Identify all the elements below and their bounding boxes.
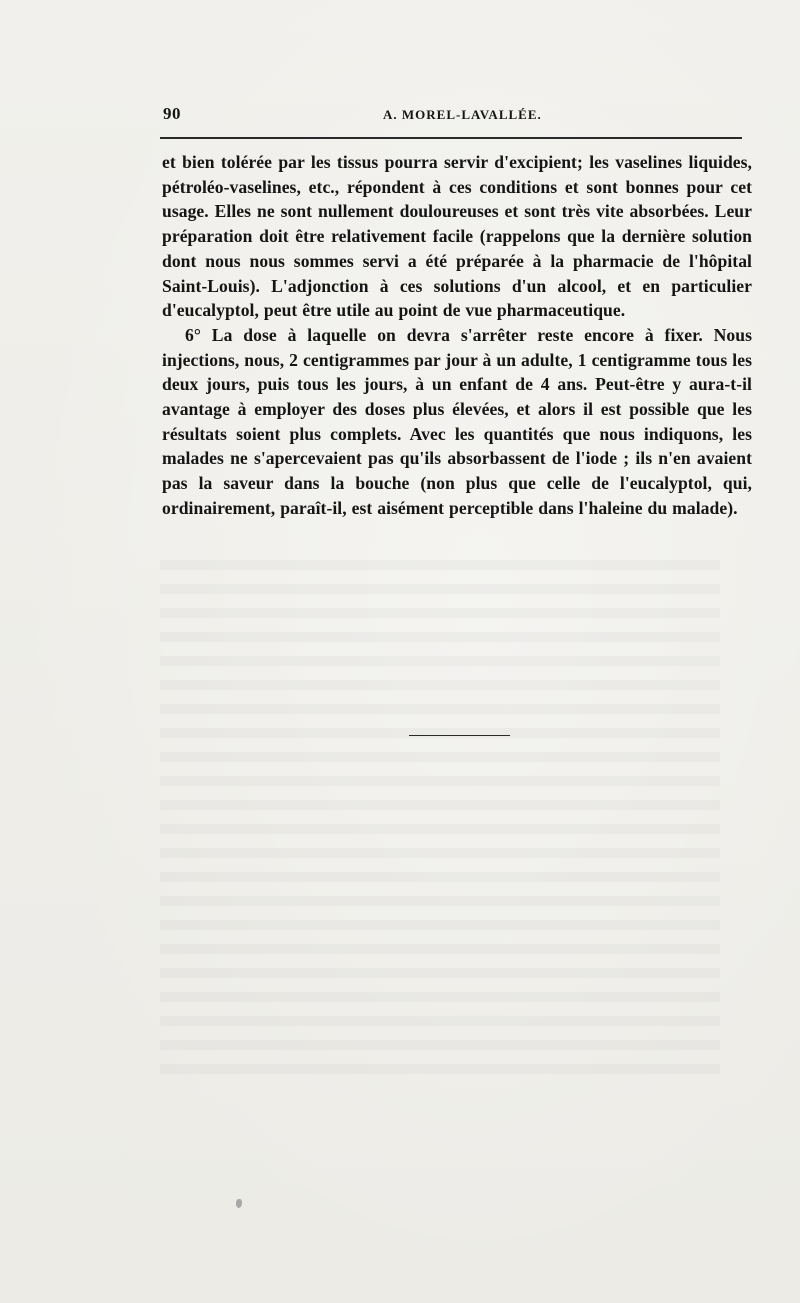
page-number: 90 [163, 104, 181, 123]
paragraph-dose: 6° La dose à laquelle on devra s'arrêter reste encore à fixer. Nous injections, nous, 2 centigrammes par jour à un adulte, 1 centigramme tous les deux jours, puis tous les jours, à un enfant de 4 ans. Peut-être y aura-t-il avantage à employer des doses plus élevées, et alors il est possible que les résultats soient plus complets. Avec les quantités que nous indiquons, les malades ne s'apercevaient pas qu'ils absorbassent de l'iode ; ils n'en avaient pas la saveur dans la bouche (non plus que celle de l'eucalyptol, qui, ordinairement, paraît-il, est aisément perceptible dans l'haleine du malade). [162, 324, 752, 518]
paper-speck [236, 1199, 242, 1208]
paragraph-continuation: et bien tolérée par les tissus pourra servir d'excipient; les vaselines liquides, pétroléo-vaselines, etc., répondent à ces conditions et sont bonnes pour cet usage. Elles ne sont nullement douloureuses et sont très vite absorbées. Leur préparation doit être relativement facile (rappelons que la dernière solution dont nous nous sommes servi a été préparée à la pharmacie de l'hôpital Saint-Louis). L'adjonction à ces solutions d'un alcool, et en particulier d'eucalyptol, peut être utile au point de vue pharmaceutique. [162, 152, 752, 321]
header-rule [160, 137, 742, 139]
body-text [162, 150, 752, 521]
section-separator [409, 735, 510, 736]
show-through-texture [160, 560, 720, 1080]
running-head: A. MOREL-LAVALLÉE. [383, 107, 542, 122]
